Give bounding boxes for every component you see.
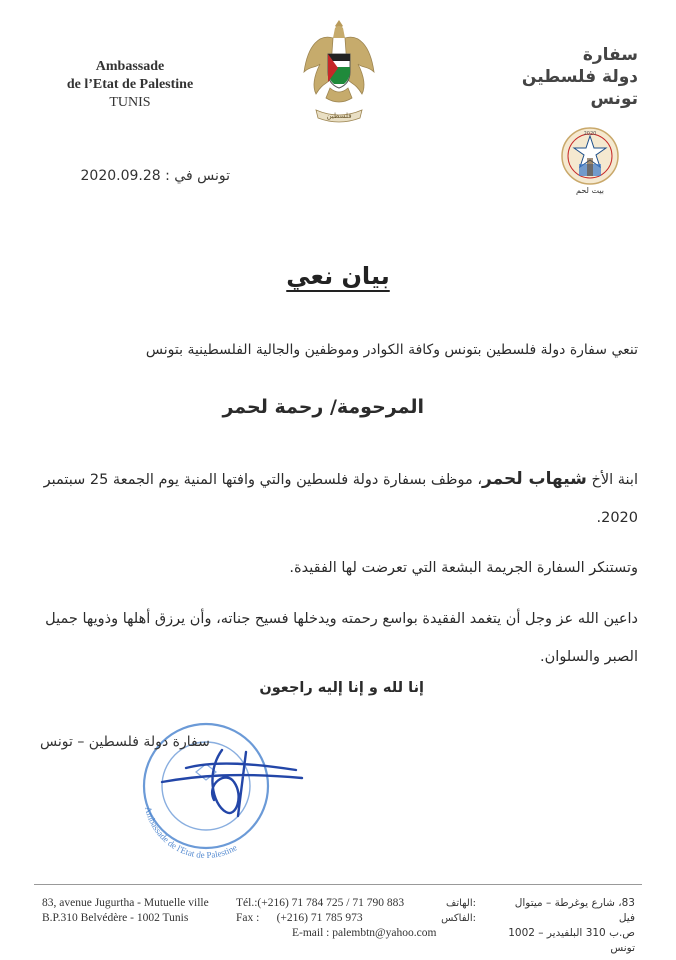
body-paragraph-5: داعين الله عز وجل أن يتغمد الفقيدة بواسع رحمته ويدخلها فسيح جناته، وأن يرزق أهلها وذويها جميل الصبر والسلوان. [45,611,638,665]
ar-line-2: دولة فلسطين [521,67,638,87]
fr-city: TUNIS [109,95,151,110]
logo-caption: بيت لحم [576,186,604,195]
fr-line-1: Ambassade [95,59,165,74]
bethlehem-logo-icon [553,126,631,196]
p3-rest: ، موظف بسفارة دولة فلسطين والتي وافتها المنية يوم الجمعة 25 سبتمبر 2020. [43,472,638,526]
footer-divider [34,884,642,885]
tel-value: (+216) 71 784 725 / 71 790 883 [257,897,405,909]
body-paragraph-3 [38,460,638,537]
signature-line: سفارة دولة فلسطين – تونس [40,734,210,750]
deceased-name: المرحومة/ رحمة لحمر [222,396,424,418]
embassy-name-arabic [520,44,638,110]
footer-tel-row [236,896,476,911]
footer-address-arabic [505,896,635,956]
p3-prefix: ابنة الأخ [591,472,638,488]
emblem-shield [328,54,350,88]
closing-phrase: إنا لله و إنا إليه راجعون [259,680,424,696]
fax-label: Fax : [236,912,260,924]
fax-label-ar: الفاكس: [441,913,476,924]
fax-value: (+216) 71 785 973 [276,912,363,924]
document-title: بيان نعي [286,262,390,290]
palestine-eagle-emblem-icon [300,14,378,136]
date-line: تونس في : 2020.09.28 [80,168,230,184]
footer-left-line-1: 83, avenue Jugurtha - Mutuelle ville [42,897,209,909]
ar-line-3: تونس [590,89,638,109]
footer-contact [236,896,476,941]
body-paragraph-1: تنعي سفارة دولة فلسطين بتونس وكافة الكوادر وموظفين والجالية الفلسطينية بتونس [145,342,638,358]
signature-stroke [162,750,302,816]
stamp-text: Ambassade de l'Etat de Palestine [143,805,239,861]
footer-left-line-2: B.P.310 Belvédère - 1002 Tunis [42,912,189,924]
footer-email: E-mail : palembtn@yahoo.com [292,927,437,939]
body-paragraph-4: وتستنكر السفارة الجريمة البشعة التي تعرضت لها الفقيدة. [289,560,638,576]
footer-fax-row [236,911,476,926]
logo-year: 2020 [583,131,597,137]
footer-address-french [42,896,222,926]
footer-right-line-2: ص.ب 310 البلفيدير – 1002 تونس [508,927,635,954]
tel-label-ar: الهاتف: [446,898,476,909]
emblem-caption: فلسطين [326,112,352,120]
p3-name: شيهاب لحمر [482,469,587,489]
tel-label: Tél.: [236,897,258,909]
fr-line-2: de l’Etat de Palestine [66,77,194,92]
footer-right-line-1: 83، شارع يوغرطة – ميتوال فيل [514,897,635,924]
ar-line-1: سفارة [582,45,638,65]
embassy-name-french [40,58,220,112]
